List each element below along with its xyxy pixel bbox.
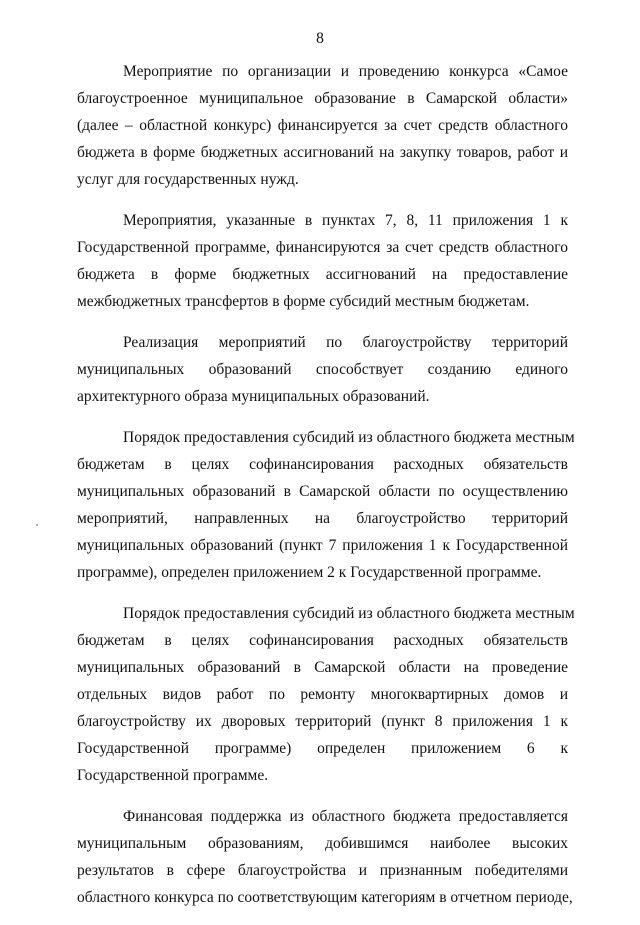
- paragraph-line: Государственной программе, финансируются за счет средств областного: [77, 239, 568, 256]
- paragraph-line: муниципальных образований (пункт 7 приложения 1 к Государственной: [77, 537, 568, 554]
- paragraph-line: муниципальных образований в Самарской области на проведение: [77, 659, 568, 676]
- paragraph-line: Государственной программе.: [77, 767, 269, 784]
- paragraph: [77, 600, 575, 789]
- paragraph-line: Порядок предоставления субсидий из областного бюджета местным: [123, 429, 575, 446]
- paragraph-line: архитектурного образа муниципальных образований.: [77, 388, 430, 405]
- paragraph: [77, 329, 568, 410]
- page-number: 8: [316, 30, 324, 47]
- paragraph-line: муниципальных образований в Самарской области по осуществлению: [77, 483, 568, 500]
- paragraph-line: мероприятий, направленных на благоустройство территорий: [77, 510, 568, 527]
- paragraph-line: межбюджетных трансфертов в форме субсидий местным бюджетам.: [77, 293, 530, 310]
- scan-mark: [36, 524, 38, 526]
- paragraph: [77, 207, 568, 315]
- paragraph-line: Финансовая поддержка из областного бюджета предоставляется: [123, 808, 568, 825]
- paragraph-line: благоустройству их дворовых территорий (пункт 8 приложения 1 к: [77, 713, 568, 730]
- document-body: [77, 58, 575, 925]
- paragraph-line: услуг для государственных нужд.: [77, 171, 299, 188]
- paragraph-line: бюджетам в целях софинансирования расходных обязательств: [77, 632, 568, 649]
- paragraph-line: (далее – областной конкурс) финансируется за счет средств областного: [77, 117, 568, 134]
- paragraph-line: Мероприятие по организации и проведению конкурса «Самое: [123, 63, 568, 80]
- paragraph-line: отдельных видов работ по ремонту многоквартирных домов и: [77, 686, 568, 703]
- paragraph-line: муниципальным образованиям, добившимся наиболее высоких: [77, 835, 568, 852]
- paragraph-line: бюджета в форме бюджетных ассигнований на закупку товаров, работ и: [77, 144, 568, 161]
- paragraph: [77, 424, 575, 586]
- paragraph-line: муниципальных образований способствует созданию единого: [77, 361, 568, 378]
- paragraph-line: программе), определен приложением 2 к Государственной программе.: [77, 564, 542, 581]
- paragraph: [77, 58, 568, 193]
- paragraph-line: Порядок предоставления субсидий из областного бюджета местным: [123, 605, 575, 622]
- paragraph-line: бюджетам в целях софинансирования расходных обязательств: [77, 456, 568, 473]
- paragraph-line: Реализация мероприятий по благоустройству территорий: [123, 334, 568, 351]
- paragraph-line: бюджета в форме бюджетных ассигнований на предоставление: [77, 266, 568, 283]
- paragraph-line: благоустроенное муниципальное образование в Самарской области»: [77, 90, 568, 107]
- paragraph: [77, 803, 573, 911]
- paragraph-line: результатов в сфере благоустройства и признанным победителями: [77, 862, 568, 879]
- paragraph-line: Государственной программе) определен приложением 6 к: [77, 740, 568, 757]
- paragraph-line: областного конкурса по соответствующим категориям в отчетном периоде,: [77, 889, 573, 906]
- paragraph-line: Мероприятия, указанные в пунктах 7, 8, 11 приложения 1 к: [123, 212, 568, 229]
